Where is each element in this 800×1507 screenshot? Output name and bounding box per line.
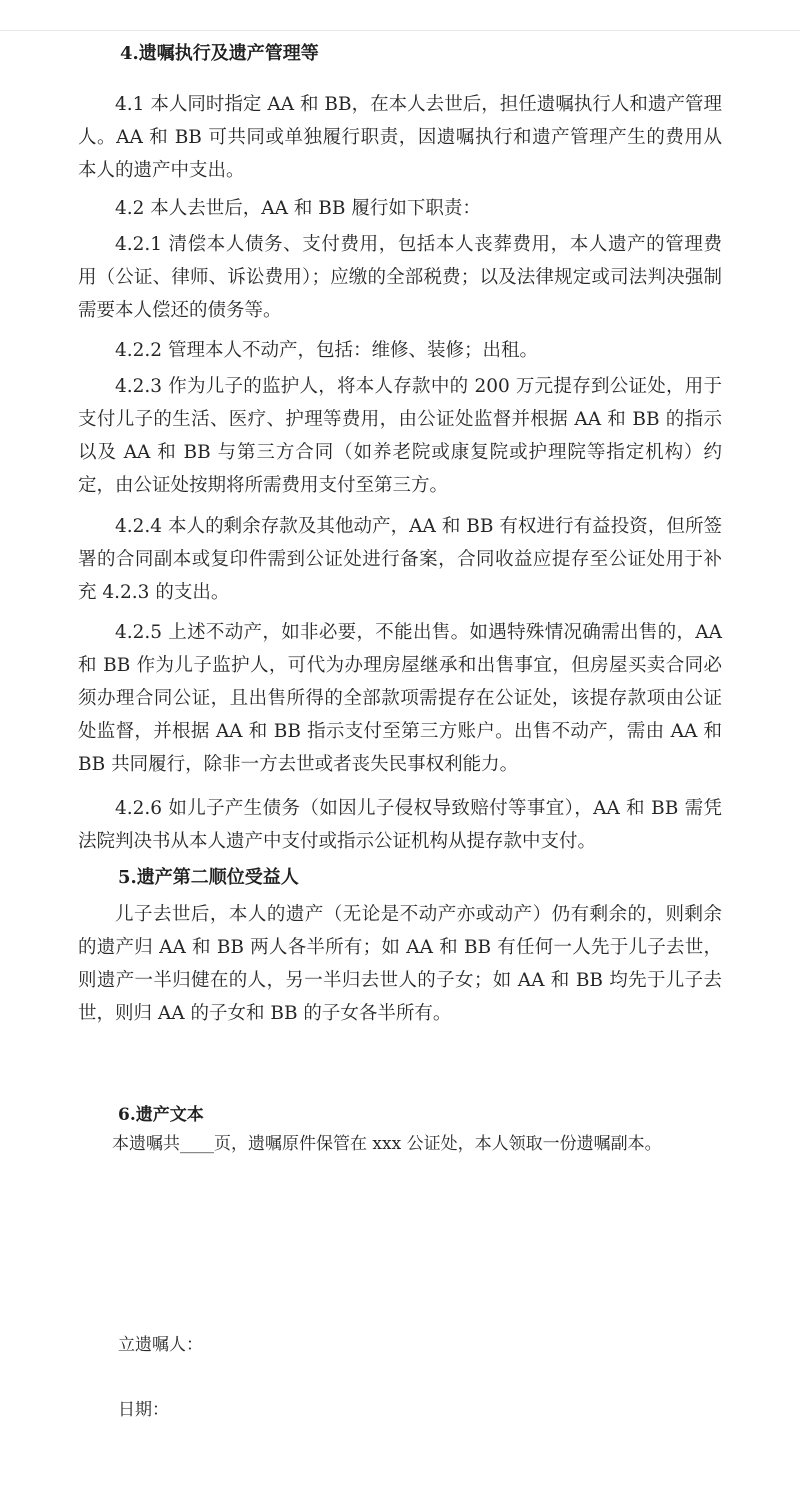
paragraph-4-2-6: 4.2.6 如儿子产生债务（如因儿子侵权导致赔付等事宜），AA 和 BB 需凭法院判决书从本人遗产中支付或指示公证机构从提存款中支付。 [78,798,722,852]
paragraph-4-2-1: 4.2.1 清偿本人债务、支付费用，包括本人丧葬费用，本人遗产的管理费用（公证、律师、诉讼费用）；应缴的全部税费；以及法律规定或司法判决强制需要本人偿还的债务等。 [78,234,722,321]
top-divider [0,30,800,31]
paragraph-4-2-2: 4.2.2 管理本人不动产，包括：维修、装修；出租。 [115,340,538,361]
testator-signature-label: 立遗嘱人： [118,1335,203,1355]
paragraph-4-2-4: 4.2.4 本人的剩余存款及其他动产，AA 和 BB 有权进行有益投资，但所签署的合同副本或复印件需到公证处进行备案，合同收益应提存至公证处用于补充 4.2.3 的支出。 [78,516,722,603]
date-label: 日期： [118,1400,169,1420]
section-4-heading: 4.遗嘱执行及遗产管理等 [120,43,319,64]
section-5-body: 儿子去世后，本人的遗产（无论是不动产亦或动产）仍有剩余的，则剩余的遗产归 AA 和 BB 两人各半所有；如 AA 和 BB 有任何一人先于儿子去世，则遗产一半归健在的人，另一半归去世人的子女；如 AA 和 BB 均先于儿子去世，则归 AA 的子女和 BB 的子女各半所有。 [78,904,722,1024]
paragraph-4-2-3: 4.2.3 作为儿子的监护人，将本人存款中的 200 万元提存到公证处，用于支付儿子的生活、医疗、护理等费用，由公证处监督并根据 AA 和 BB 的指示以及 AA 和 BB 与第三方合同（如养老院或康复院或护理院等指定机构）约定，由公证处按期将所需费用支付至第三方。 [78,376,722,496]
section-6-body: 本遗嘱共____页，遗嘱原件保管在 xxx 公证处，本人领取一份遗嘱副本。 [112,1134,662,1154]
paragraph-4-1: 4.1 本人同时指定 AA 和 BB，在本人去世后，担任遗嘱执行人和遗产管理人。AA 和 BB 可共同或单独履行职责，因遗嘱执行和遗产管理产生的费用从本人的遗产中支出。 [78,94,722,181]
paragraph-4-2-5: 4.2.5 上述不动产，如非必要，不能出售。如遇特殊情况确需出售的，AA 和 BB 作为儿子监护人，可代为办理房屋继承和出售事宜，但房屋买卖合同必须办理合同公证，且出售所得的全部款项需提存在公证处，该提存款项由公证处监督，并根据 AA 和 BB 指示支付至第三方账户。出售不动产，需由 AA 和 BB 共同履行，除非一方去世或者丧失民事权利能力。 [78,622,722,775]
section-5-heading: 5.遗产第二顺位受益人 [118,867,299,888]
section-6-heading: 6.遗产文本 [118,1105,204,1125]
paragraph-4-2: 4.2 本人去世后，AA 和 BB 履行如下职责： [115,198,481,219]
